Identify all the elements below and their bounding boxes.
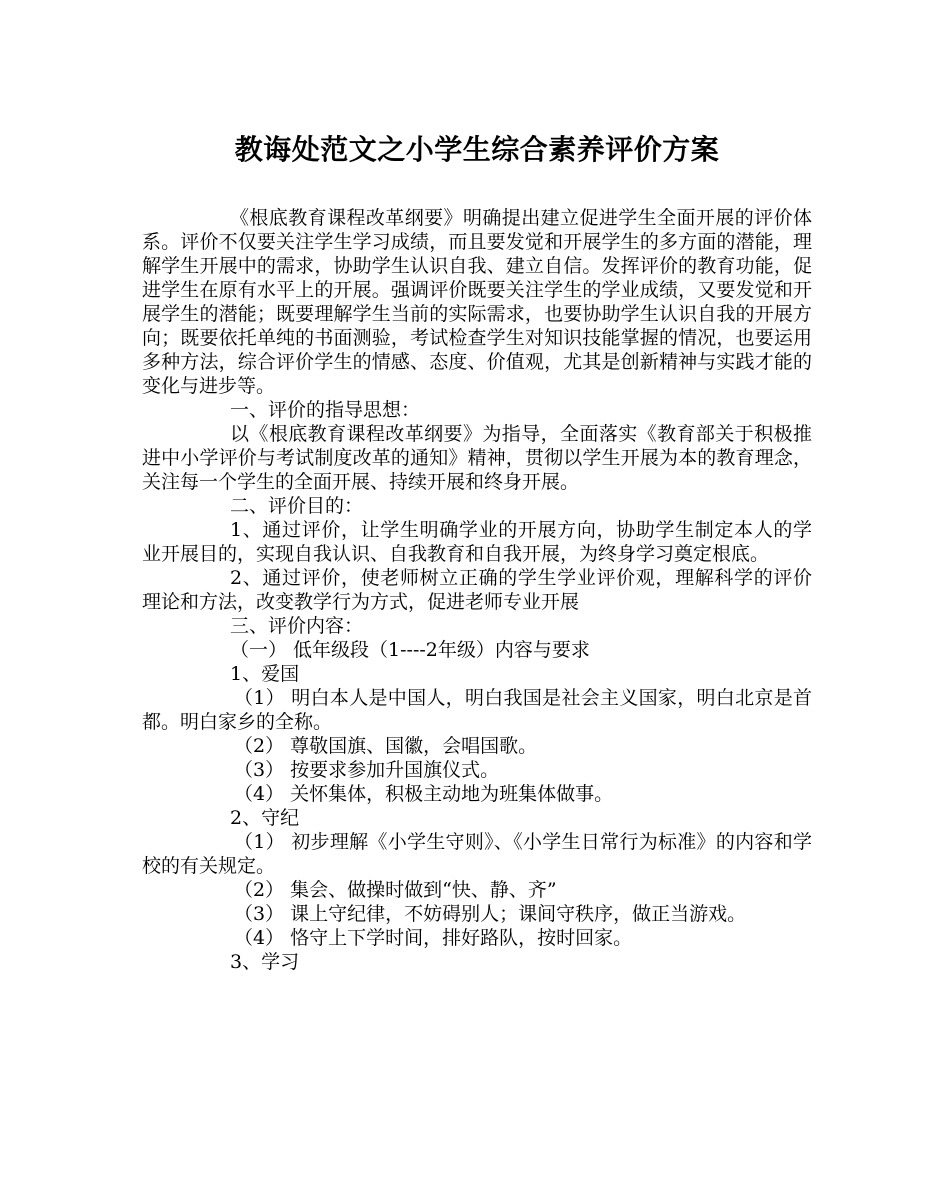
patriotism-item-2: （2） 尊敬国旗、国徽，会唱国歌。 bbox=[234, 735, 538, 757]
item-heading-discipline: 2、守纪 bbox=[230, 807, 300, 829]
discipline-item-4: （4） 恪守上下学时间，排好路队，按时回家。 bbox=[234, 927, 633, 949]
subsection-heading-lower-grades: （一） 低年级段（1----2年级）内容与要求 bbox=[230, 639, 590, 661]
section-heading-guiding-thought: 一、评价的指导思想： bbox=[230, 399, 421, 421]
patriotism-item-1: （1） 明白本人是中国人，明白我国是社会主义国家，明白北京是首都。明白家乡的全称。 bbox=[142, 687, 812, 733]
discipline-item-2: （2） 集会、做操时做到“快、静、齐” bbox=[234, 879, 557, 901]
discipline-item-1: （1） 初步理解《小学生守则》、《小学生日常行为标准》的内容和学校的有关规定。 bbox=[142, 831, 812, 877]
item-heading-study: 3、学习 bbox=[230, 951, 300, 973]
section-heading-content: 三、评价内容： bbox=[230, 615, 364, 637]
guiding-thought-paragraph: 以《根底教育课程改革纲要》为指导，全面落实《教育部关于积极推进中小学评价与考试制度改革的通知》精神，贯彻以学生开展为本的教育理念，关注每一个学生的全面开展、持续开展和终身开展。 bbox=[142, 423, 812, 493]
section-heading-purpose: 二、评价目的： bbox=[230, 495, 364, 517]
patriotism-item-4: （4） 关怀集体，积极主动地为班集体做事。 bbox=[234, 783, 614, 805]
item-heading-patriotism: 1、爱国 bbox=[230, 663, 300, 685]
intro-paragraph: 《根底教育课程改革纲要》明确提出建立促进学生全面开展的评价体系。评价不仅要关注学生学习成绩，而且要发觉和开展学生的多方面的潜能，理解学生开展中的需求，协助学生认识自我、建立自信。发挥评价的教育功能，促进学生在原有水平上的开展。强调评价既要关注学生的学业成绩，又要发觉和开展学生的潜能；既要理解学生当前的实际需求，也要协助学生认识自我的开展方向；既要依托单纯的书面测验，考试检查学生对知识技能掌握的情况，也要运用多种方法，综合评价学生的情感、态度、价值观，尤其是创新精神与实践才能的变化与进步等。 bbox=[142, 207, 812, 397]
patriotism-item-3: （3） 按要求参加升国旗仪式。 bbox=[234, 759, 500, 781]
discipline-item-3: （3） 课上守纪律，不妨碍别人；课间守秩序，做正当游戏。 bbox=[234, 903, 747, 925]
document-page bbox=[142, 130, 812, 974]
purpose-item-2: 2、通过评价，使老师树立正确的学生学业评价观，理解科学的评价理论和方法，改变教学行为方式，促进老师专业开展 bbox=[142, 567, 812, 613]
purpose-item-1: 1、通过评价，让学生明确学业的开展方向，协助学生制定本人的学业开展目的，实现自我认识、自我教育和自我开展，为终身学习奠定根底。 bbox=[142, 519, 812, 565]
document-body bbox=[142, 206, 812, 974]
document-title: 教诲处范文之小学生综合素养评价方案 bbox=[234, 133, 720, 166]
